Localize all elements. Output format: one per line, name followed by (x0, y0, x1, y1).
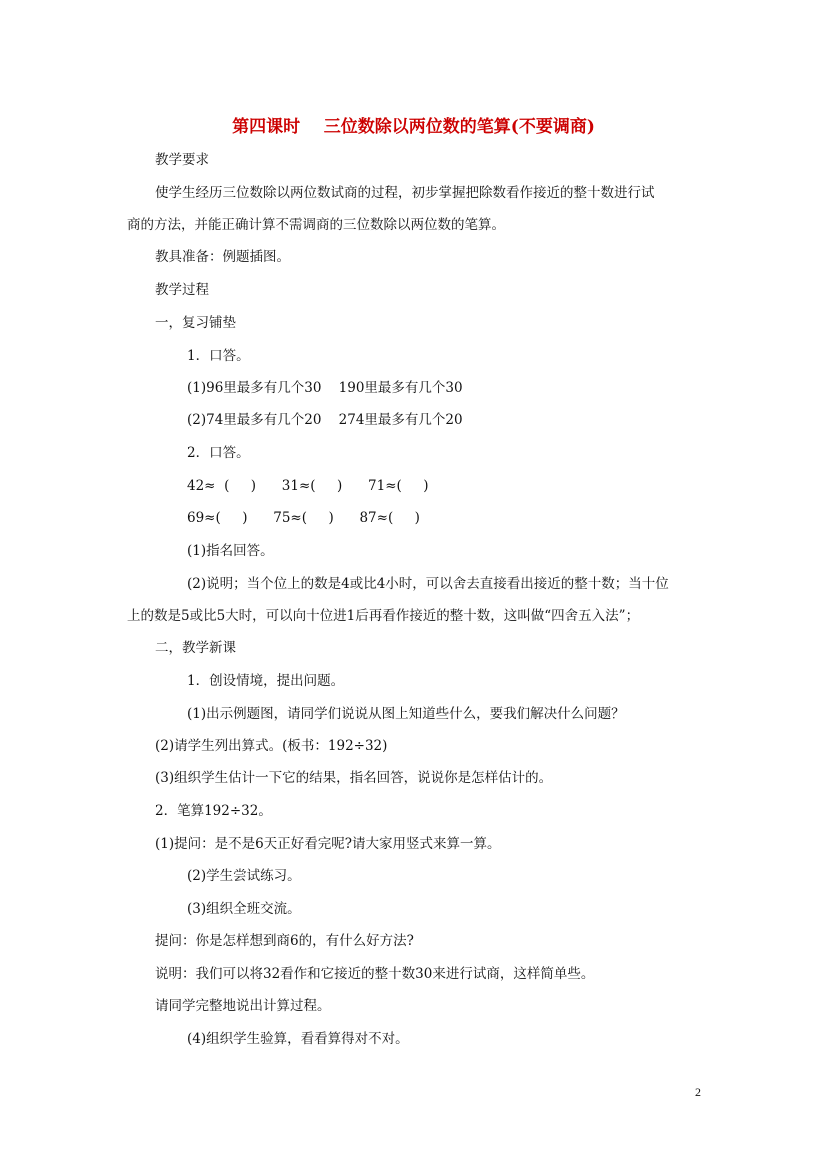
section-heading-new-lesson: 二，教学新课 (155, 640, 236, 656)
list-item: (1)指名回答。 (187, 543, 274, 559)
page-number: 2 (695, 1085, 701, 1099)
list-item: (3)组织全班交流。 (187, 901, 301, 917)
paragraph-line: 上的数是5或比5大时，可以向十位进1后再看作接近的整十数，这叫做“四舍五入法”； (127, 608, 640, 624)
teaching-aids: 教具准备：例题插图。 (155, 249, 290, 265)
list-item: 2．口答。 (187, 445, 250, 461)
list-item: (1)提问：是不是6天正好看完呢?请大家用竖式来算一算。 (155, 836, 501, 852)
approximation-row: 42≈ ( ) 31≈( ) 71≈( ) (187, 478, 429, 494)
list-item: (2)学生尝试练习。 (187, 868, 301, 884)
heading-teaching-process: 教学过程 (155, 282, 209, 298)
list-item: (2)请学生列出算式。(板书：192÷32) (155, 738, 388, 754)
question-line: 提问：你是怎样想到商6的，有什么好方法? (155, 933, 414, 949)
heading-teaching-requirements: 教学要求 (155, 152, 209, 168)
approximation-row: 69≈( ) 75≈( ) 87≈( ) (187, 510, 420, 526)
list-item: 2．笔算192÷32。 (155, 803, 272, 819)
list-item: (3)组织学生估计一下它的结果，指名回答，说说你是怎样估计的。 (155, 770, 553, 786)
list-item: (1)96里最多有几个30 190里最多有几个30 (187, 380, 463, 396)
paragraph-line: (2)说明；当个位上的数是4或比4小时，可以舍去直接看出接近的整十数；当十位 (187, 576, 669, 592)
paragraph-line: 商的方法，并能正确计算不需调商的三位数除以两位数的笔算。 (127, 217, 505, 233)
list-item: 1．创设情境，提出问题。 (187, 673, 345, 689)
list-item: (2)74里最多有几个20 274里最多有几个20 (187, 412, 463, 428)
instruction-line: 请同学完整地说出计算过程。 (155, 998, 331, 1014)
list-item: (1)出示例题图，请同学们说说从图上知道些什么，要我们解决什么问题？ (187, 706, 625, 722)
paragraph-line: 使学生经历三位数除以两位数试商的过程，初步掌握把除数看作接近的整十数进行试 (155, 185, 655, 201)
list-item: 1．口答。 (187, 348, 250, 364)
list-item: (4)组织学生验算，看看算得对不对。 (187, 1031, 409, 1047)
explanation-line: 说明：我们可以将32看作和它接近的整十数30来进行试商，这样简单些。 (155, 966, 595, 982)
lesson-title: 第四课时 三位数除以两位数的笔算(不要调商) (232, 117, 595, 137)
section-heading-review: 一，复习铺垫 (155, 315, 236, 331)
